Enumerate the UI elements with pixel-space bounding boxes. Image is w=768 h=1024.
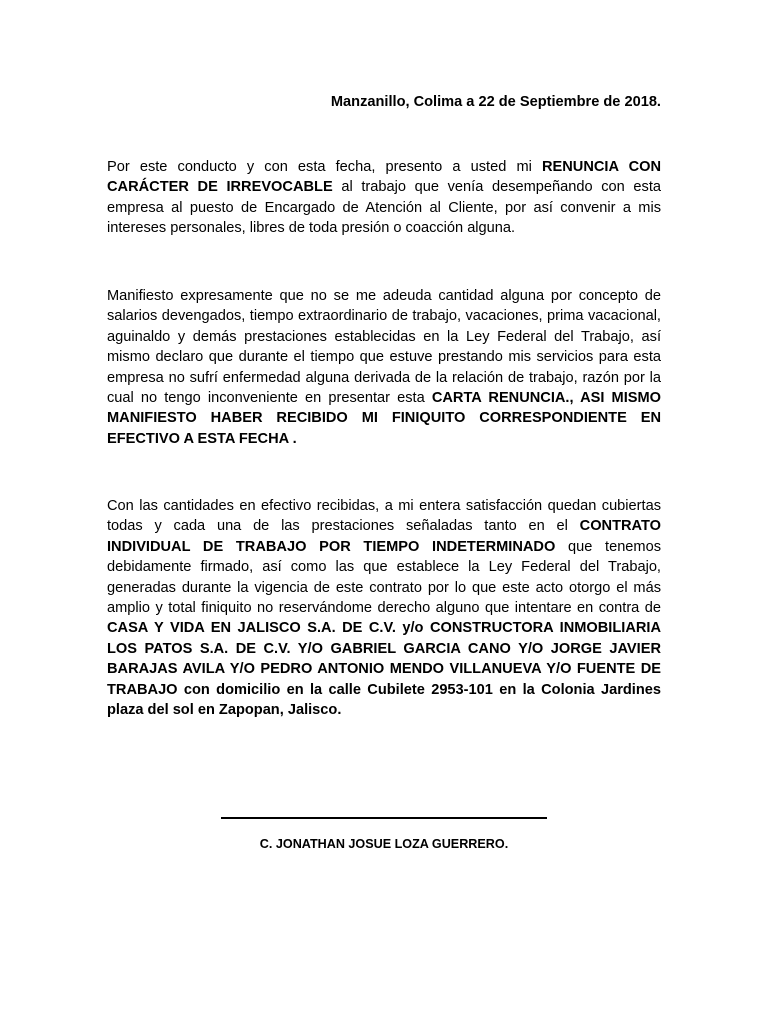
paragraph-bold-text: RENUNCIA CON CARÁCTER DE IRREVOCABLE [107, 159, 661, 196]
paragraph-text: al trabajo que venía desempeñando con esta empresa al puesto de Encargado de Atención al Cliente, por así convenir a mis intereses personales, libres de toda presión o coacción alguna. [107, 179, 661, 237]
paragraph-text: que tenemos debidamente firmado, así como las que establece la Ley Federal del Trabajo, generadas durante la vigencia de este contrato por lo que este acto otorgo el más amplio y total finiquito no reservándome derecho alguno que intentare en contra de [107, 538, 661, 617]
paragraph-bold-text: CASA Y VIDA EN JALISCO S.A. DE C.V. y/o CONSTRUCTORA INMOBILIARIA LOS PATOS S.A. DE C.V. Y/O GABRIEL GARCIA CANO Y/O JORGE JAVIER BARAJAS AVILA Y/O PEDRO ANTONIO MENDO VILLANUEVA Y/O FUENTE DE TRABAJO con domicilio en la calle Cubilete 2953-101 en la Colonia Jardines plaza del sol en Zapopan, Jalisco. [107, 620, 661, 719]
paragraph-text: Por este conducto y con esta fecha, presento a usted mi [107, 159, 542, 175]
paragraph-text: Con las cantidades en efectivo recibidas, a mi entera satisfacción quedan cubiertas todas y cada una de las prestaciones señaladas tanto en el [107, 498, 661, 535]
date-line: Manzanillo, Colima a 22 de Septiembre de 2018. [330, 94, 661, 110]
signature-name: C. JONATHAN JOSUE LOZA GUERRERO. [259, 837, 509, 851]
paragraph-text: Manifiesto expresamente que no se me adeuda cantidad alguna por concepto de salarios devengados, tiempo extraordinario de trabajo, vacaciones, prima vacacional, aguinaldo y demás prestaciones establecidas en la Ley Federal del Trabajo, así mismo declaro que durante el tiempo que estuve prestando mis servicios para esta empresa no sufrí enfermedad alguna derivada de la relación de trabajo, razón por la cual no tengo inconveniente en presentar esta [107, 288, 661, 407]
paragraph-bold-text: CONTRATO INDIVIDUAL DE TRABAJO POR TIEMPO INDETERMINADO [107, 518, 661, 555]
paragraph-bold-text: CARTA RENUNCIA., ASI MISMO MANIFIESTO HABER RECIBIDO MI FINIQUITO CORRESPONDIENTE EN EFECTIVO A ESTA FECHA . [107, 390, 661, 447]
paragraph-resignation [107, 157, 661, 239]
paragraph-declaration [107, 286, 661, 449]
paragraph-settlement [107, 496, 661, 720]
signature-line [221, 817, 547, 819]
